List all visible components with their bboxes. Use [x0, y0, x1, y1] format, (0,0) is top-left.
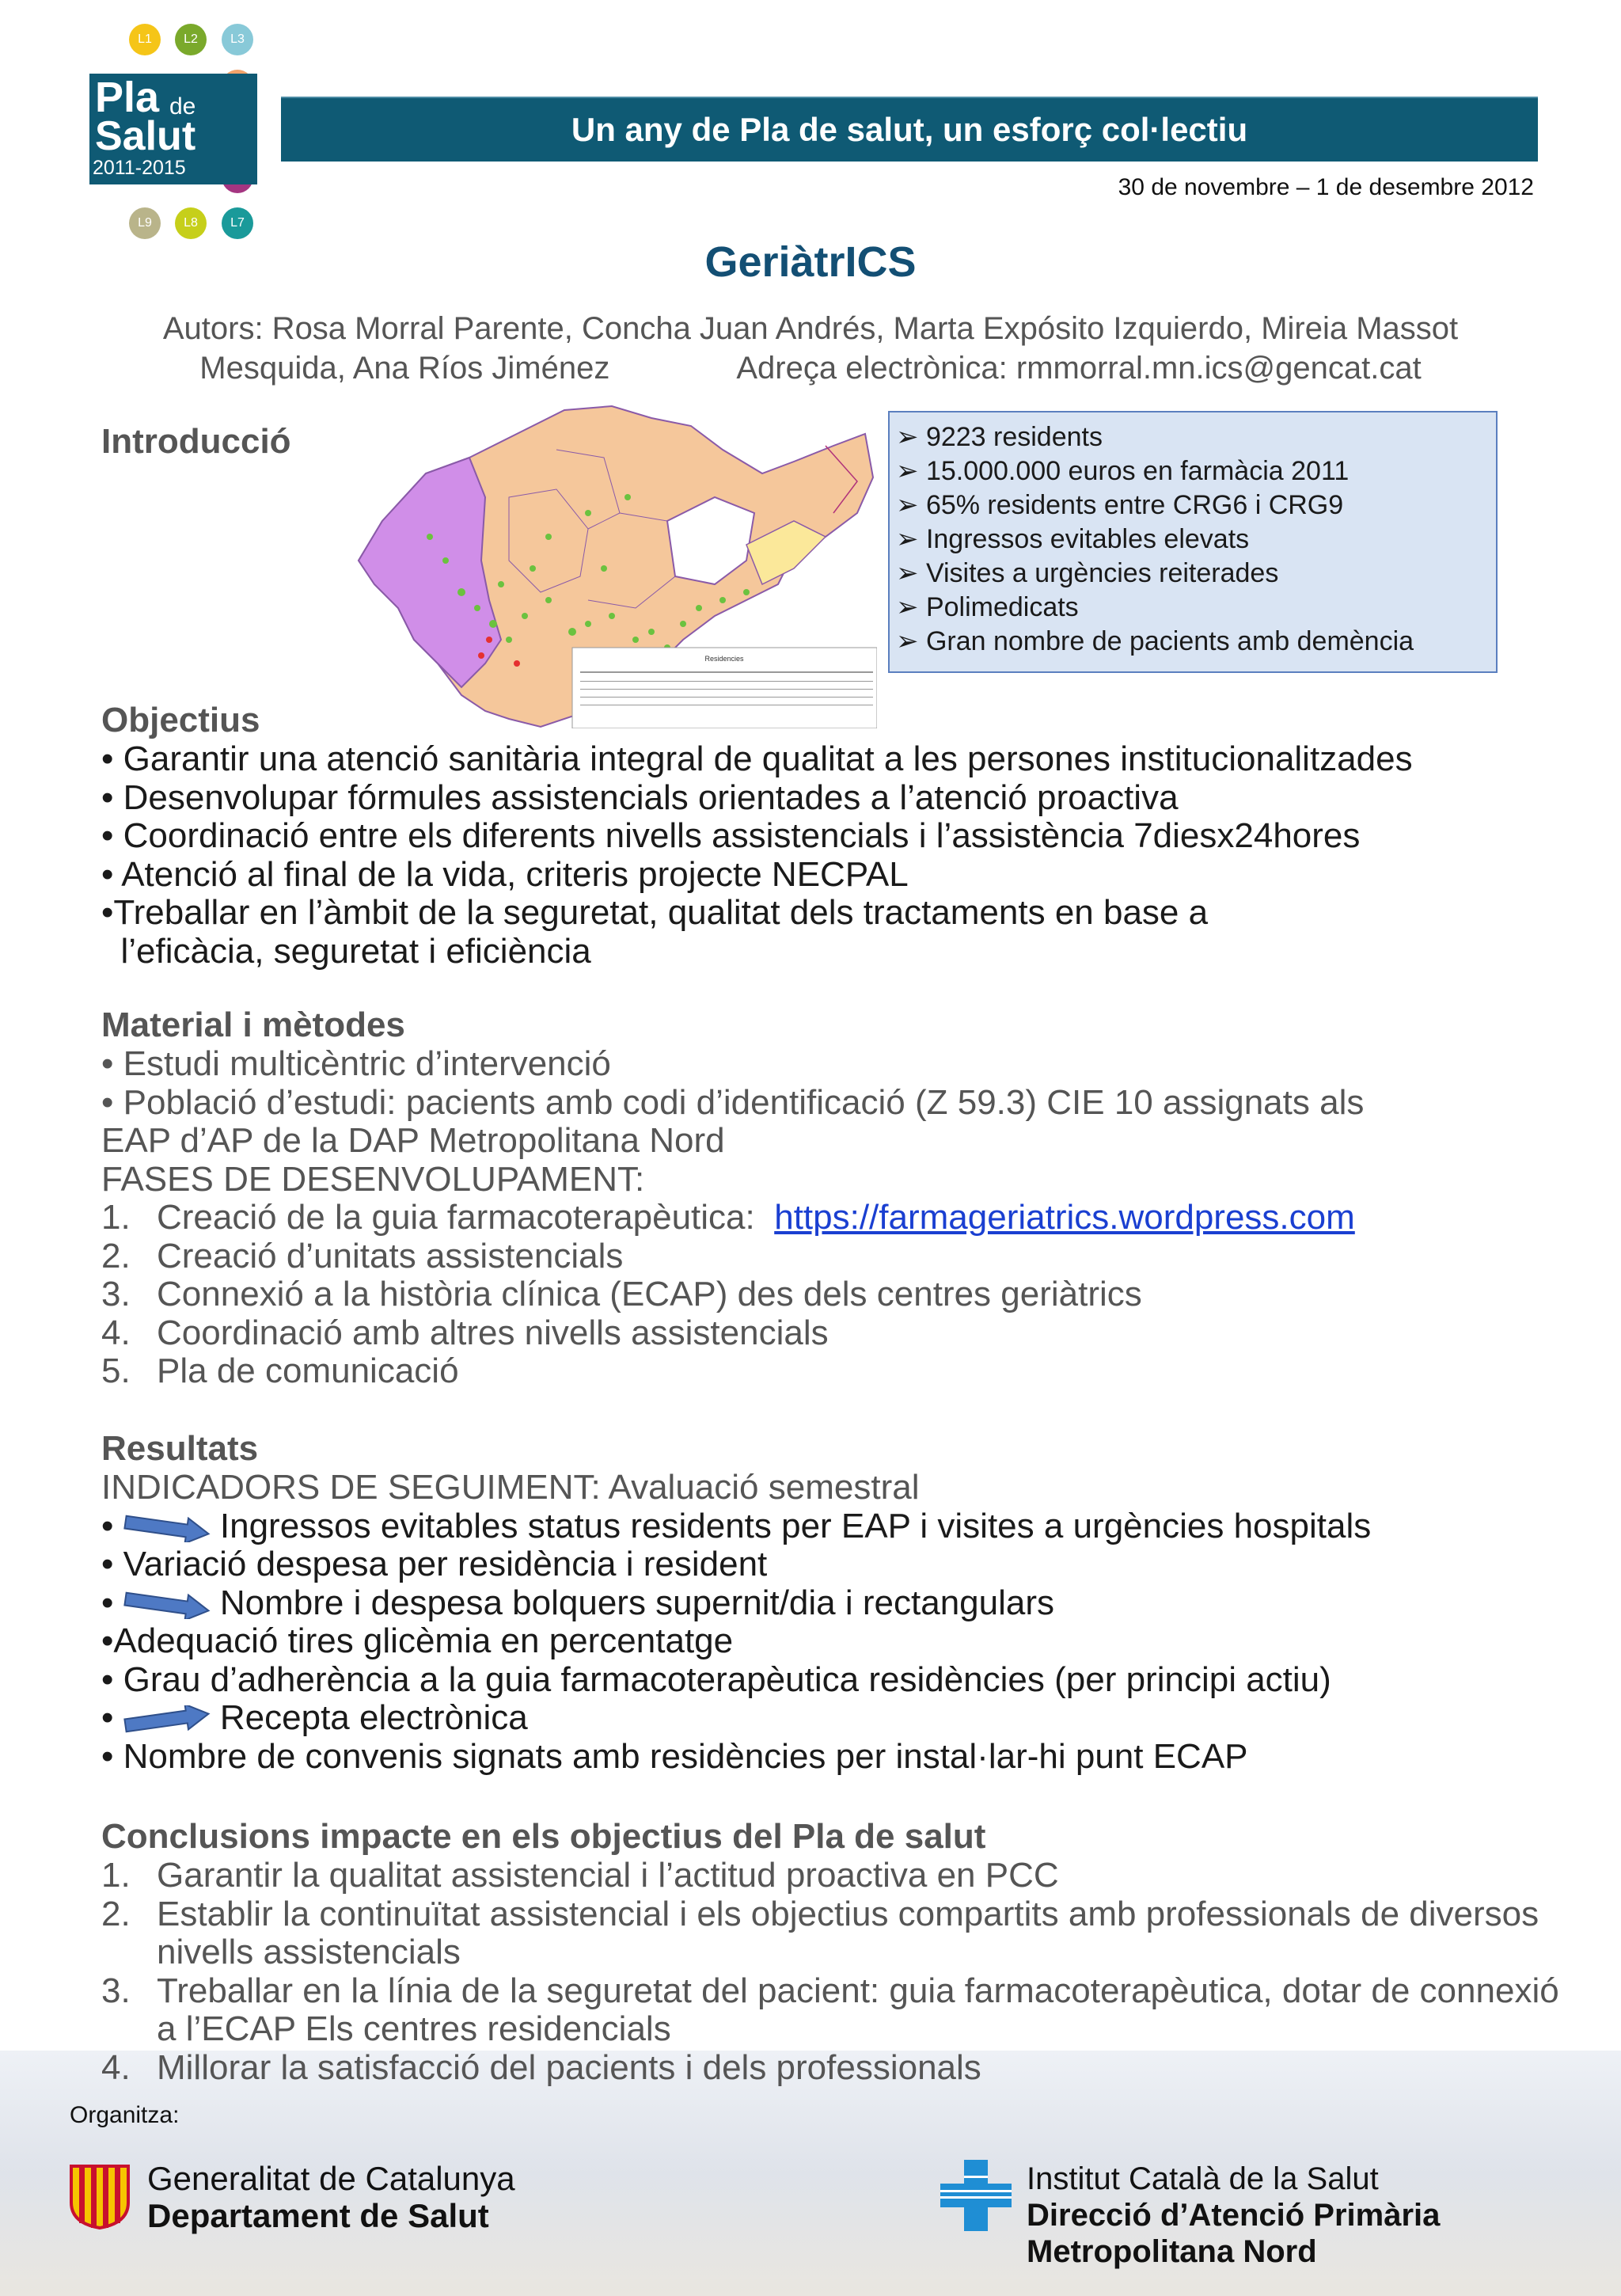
resultats-item: • Recepta electrònica	[101, 1698, 528, 1737]
map-table-title: Residencies	[704, 655, 744, 663]
conclusions-heading: Conclusions impacte en els objectius del Pla de salut	[101, 1817, 986, 1856]
gencat-name: Generalitat de Catalunya	[147, 2160, 515, 2197]
phase-item: 2. Creació d’unitats assistencials	[101, 1236, 624, 1275]
fact-item: ➢ 15.000.000 euros en farmàcia 2011	[896, 454, 1496, 488]
level-dot-l9: L9	[129, 207, 161, 239]
map-illustration	[351, 402, 877, 728]
level-dot-l2: L2	[175, 24, 207, 55]
authors	[79, 309, 1542, 388]
level-dot-l7: L7	[222, 207, 253, 239]
phase-item: 1. Creació de la guia farmacoterapèutica: https://farmageriatrics.wordpress.com	[101, 1198, 1355, 1237]
resultats-item: • Nombre de convenis signats amb residències per instal·lar-hi punt ECAP	[101, 1736, 1248, 1776]
gencat-logo-icon	[68, 2163, 131, 2229]
event-date: 30 de novembre – 1 de desembre 2012	[1118, 174, 1534, 200]
resultats-heading: Resultats	[101, 1429, 259, 1468]
resultats-item: •Adequació tires glicèmia en percentatge	[101, 1621, 734, 1660]
page-title: GeriàtrICS	[704, 238, 917, 286]
resultats-subheading: INDICADORS DE SEGUIMENT: Avaluació semestral	[101, 1468, 920, 1507]
fact-item: ➢ 65% residents entre CRG6 i CRG9	[896, 488, 1496, 523]
logo-de: de	[169, 93, 196, 120]
intro-facts-box	[888, 411, 1498, 673]
objectius-heading: Objectius	[101, 701, 260, 739]
resultats-section	[101, 1429, 1574, 1776]
down-arrow-icon	[123, 1514, 211, 1542]
header-banner	[281, 97, 1538, 162]
conclusion-item: 1. Garantir la qualitat assistencial i l’actitud proactiva en PCC	[101, 1856, 1059, 1895]
material-heading: Material i mètodes	[101, 1005, 405, 1044]
authors-line2-row	[79, 348, 1542, 388]
intro-heading: Introducció	[101, 422, 291, 461]
fact-item: ➢ 9223 residents	[896, 420, 1496, 454]
resultats-item: • Grau d’adherència a la guia farmacoterapèutica residències (per principi actiu)	[101, 1659, 1331, 1699]
material-line: • Estudi multicèntric d’intervenció	[101, 1044, 611, 1083]
logo-pla: Pla	[95, 74, 160, 121]
level-dot-l3: L3	[222, 24, 253, 55]
level-dot-l8: L8	[175, 207, 207, 239]
level-dot-l1: L1	[129, 24, 161, 55]
material-line: • Població d’estudi: pacients amb codi d’identificació (Z 59.3) CIE 10 assignats als	[101, 1082, 1365, 1122]
phases-list	[101, 1199, 1574, 1391]
objectius-item: • Coordinació entre els diferents nivells assistencials i l’assistència 7diesx24hores	[101, 816, 1361, 855]
objectius-item: l’eficàcia, seguretat i eficiència	[101, 931, 591, 971]
fact-item: ➢ Gran nombre de pacients amb demència	[896, 625, 1496, 659]
fact-item: ➢ Polimedicats	[896, 591, 1496, 625]
material-line: EAP d’AP de la DAP Metropolitana Nord	[101, 1121, 725, 1160]
banner-text: Un any de Pla de salut, un esforç col·lectiu	[571, 111, 1248, 148]
logo-years: 2011-2015	[93, 157, 186, 179]
logo-salut: Salut	[95, 113, 196, 159]
fact-item: ➢ Ingressos evitables elevats	[896, 523, 1496, 557]
ics-logo-icon	[940, 2160, 1012, 2231]
ics-region: Metropolitana Nord	[1027, 2234, 1317, 2269]
authors-email[interactable]: Adreça electrònica: rmmorral.mn.ics@gencat.cat	[736, 351, 1422, 386]
resultats-item: • Ingressos evitables status residents per EAP i visites a urgències hospitals	[101, 1506, 1372, 1545]
conclusion-item: 4. Millorar la satisfacció del pacients i dels professionals	[101, 2047, 981, 2087]
authors-line1: Autors: Rosa Morral Parente, Concha Juan Andrés, Marta Expósito Izquierdo, Mireia Massot	[162, 311, 1459, 346]
down-arrow-icon	[123, 1591, 211, 1619]
conclusions-list	[101, 1857, 1574, 2087]
conclusions-section	[101, 1817, 1574, 2087]
conclusion-item: 2. Establir la continuïtat assistencial i els objectius compartits amb professionals de diversos nivells assistencials	[101, 1894, 1539, 1971]
conclusion-item: 3. Treballar en la línia de la seguretat del pacient: guia farmacoterapèutica, dotar de connexió a l’ECAP Els centres residencials	[101, 1971, 1559, 2048]
objectius-section	[101, 701, 1566, 971]
ics-direction: Direcció d’Atenció Primària	[1027, 2198, 1441, 2233]
intro-facts-list	[890, 412, 1496, 659]
authors-line2: Mesquida, Ana Ríos Jiménez	[199, 351, 610, 386]
phase-item: 5. Pla de comunicació	[101, 1351, 459, 1390]
gencat-department: Departament de Salut	[147, 2197, 489, 2234]
region-map	[351, 402, 877, 728]
material-line: FASES DE DESENVOLUPAMENT:	[101, 1159, 645, 1199]
guide-link[interactable]: https://farmageriatrics.wordpress.com	[774, 1198, 1355, 1237]
resultats-item: • Nombre i despesa bolquers supernit/dia i rectangulars	[101, 1583, 1055, 1622]
ics-name: Institut Català de la Salut	[1027, 2161, 1379, 2196]
phase-item: 4. Coordinació amb altres nivells assistencials	[101, 1313, 829, 1352]
objectius-item: • Desenvolupar fórmules assistencials orientades a l’atenció proactiva	[101, 777, 1179, 817]
up-arrow-icon	[123, 1705, 211, 1734]
organitza-label: Organitza:	[70, 2102, 180, 2128]
objectius-item: • Atenció al final de la vida, criteris projecte NECPAL	[101, 854, 909, 894]
phase-item: 3. Connexió a la història clínica (ECAP) des dels centres geriàtrics	[101, 1275, 1142, 1313]
objectius-item: •Treballar en l’àmbit de la seguretat, qualitat dels tractaments en base a	[101, 893, 1209, 932]
material-section	[101, 1005, 1574, 1391]
resultats-item: • Variació despesa per residència i resident	[101, 1545, 768, 1583]
fact-item: ➢ Visites a urgències reiterades	[896, 557, 1496, 591]
objectius-item: • Garantir una atenció sanitària integral de qualitat a les persones institucionalitzades	[101, 739, 1413, 778]
